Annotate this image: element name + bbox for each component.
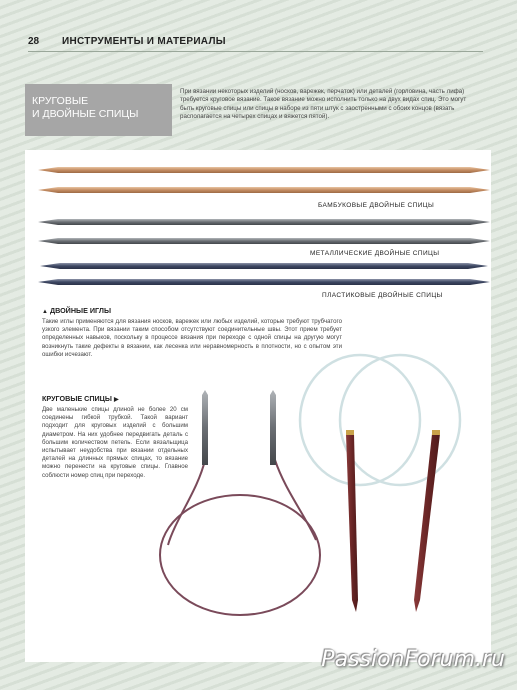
brass-joint-right xyxy=(432,430,440,435)
clear-cord-loop-1 xyxy=(300,355,420,485)
watermark: PassionForum.ru xyxy=(321,647,505,672)
triangle-right-icon: ▶ xyxy=(113,397,119,403)
metal-needle-1 xyxy=(38,219,490,225)
dark-cord-loop xyxy=(160,495,320,615)
metal-needle-2 xyxy=(38,238,490,244)
triangle-up-icon: ▲ xyxy=(42,309,48,315)
running-title: ИНСТРУМЕНТЫ И МАТЕРИАЛЫ xyxy=(62,36,226,47)
bamboo-needle-2 xyxy=(38,187,490,193)
double-needles-heading xyxy=(42,306,111,315)
plastic-needle-2 xyxy=(38,279,490,285)
double-needles-text: Такие иглы применяются для вязания носков, варежек или любых изделий, которые требуют трубчатого узкого элемента. При вязании таким способом отсутствуют соединительные швы. Этот прием требует определенных навыков, поскольку в процессе вязания при переходе с одной спицы на другую могут возникнуть такие дефекты в вязании, как лесенка или неравномерность в плотности, но с опытом эти ошибки исчезают. xyxy=(42,318,342,358)
plastic-caption: ПЛАСТИКОВЫЕ ДВОЙНЫЕ СПИЦЫ xyxy=(322,292,443,299)
metal-circular-tip-left xyxy=(202,390,208,465)
section-title-line1: КРУГОВЫЕ xyxy=(32,95,89,107)
section-title-line2: И ДВОЙНЫЕ СПИЦЫ xyxy=(32,108,139,120)
plastic-needle-1 xyxy=(40,263,488,269)
wood-tip-left xyxy=(346,434,358,612)
double-needles-heading-text: ДВОЙНЫЕ ИГЛЫ xyxy=(49,306,112,315)
clear-cord-loop-2 xyxy=(340,355,460,485)
circular-needles-text: Две маленькие спицы длиной не более 20 см соединены гибкой трубкой. Такой вариант подходит для круговых изделий с большим диаметром. На них удобнее передвигать деталь с большим количеством петель. Если вязальщица испытывает неудобства при вязании отдельных деталей на длинных прямых спицах, то вязание можно перенести на круговые спицы. Главное соблюсти номер спиц при переходе. xyxy=(42,406,188,479)
bamboo-caption: БАМБУКОВЫЕ ДВОЙНЫЕ СПИЦЫ xyxy=(318,202,435,209)
brass-joint-left xyxy=(346,430,354,435)
metal-caption: МЕТАЛЛИЧЕСКИЕ ДВОЙНЫЕ СПИЦЫ xyxy=(310,250,440,257)
intro-paragraph: При вязании некоторых изделий (носков, варежек, перчаток) или деталей (горловина, часть лифа) требуется круговое вязание. Такое вязание можно исполнить только на двух видах спиц. Это могут быть круговые спицы или спицы в наборе из пяти штук с заостренными с обоих концов (вязать располагается на четырех спицах и вяжется пятой). xyxy=(180,88,467,121)
page-number: 28 xyxy=(28,36,40,47)
wood-tip-right xyxy=(414,434,440,612)
circular-needles-heading-text: КРУГОВЫЕ СПИЦЫ xyxy=(42,394,112,403)
metal-circular-tip-right xyxy=(270,390,276,465)
dark-cord-right xyxy=(275,460,316,540)
circular-needles-heading xyxy=(42,394,119,403)
bamboo-needle-1 xyxy=(38,167,490,173)
